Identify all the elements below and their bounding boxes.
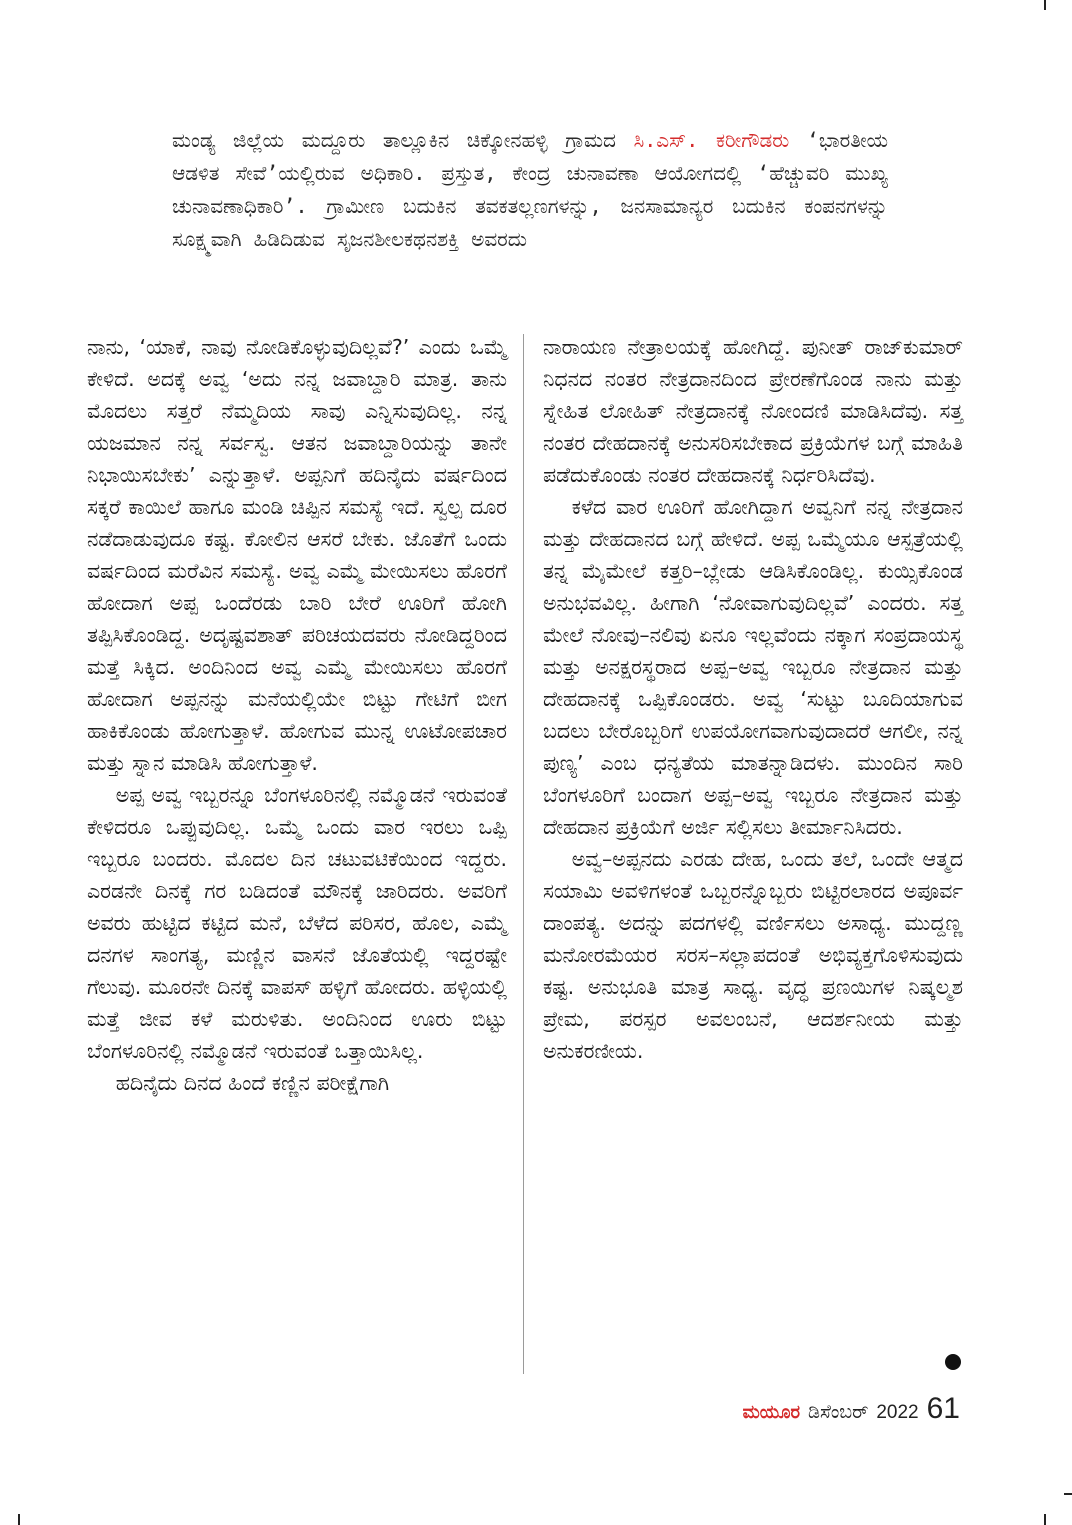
- paragraph: ಹದಿನೈದು ದಿನದ ಹಿಂದೆ ಕಣ್ಣಿನ ಪರೀಕ್ಷೆಗಾಗಿ: [115, 1071, 390, 1095]
- paragraph: ನಾನು, ‘ಯಾಕೆ, ನಾವು ನೋಡಿಕೊಳ್ಳುವುದಿಲ್ಲವೆ?’ ಎಂದು ಒಮ್ಮೆ ಕೇಳಿದೆ. ಅದಕ್ಕೆ ಅವ್ವ ‘ಅದು ನನ್ನ ಜವಾಬ್ದಾರಿ ಮಾತ್ರ. ತಾನು ಮೊದಲು ಸತ್ತರೆ ನೆಮ್ಮದಿಯ ಸಾವು ಎನ್ನಿಸುವುದಿಲ್ಲ. ನನ್ನ ಯಜಮಾನ ನನ್ನ ಸರ್ವಸ್ವ. ಆತನ ಜವಾಬ್ದಾರಿಯನ್ನು ತಾನೇ ನಿಭಾಯಿಸಬೇಕು’ ಎನ್ನುತ್ತಾಳೆ. ಅಪ್ಪನಿಗೆ ಹದಿನೈದು ವರ್ಷದಿಂದ ಸಕ್ಕರೆ ಕಾಯಿಲೆ ಹಾಗೂ ಮಂಡಿ ಚಿಪ್ಪಿನ ಸಮಸ್ಯೆ ಇದೆ. ಸ್ವಲ್ಪ ದೂರ ನಡೆದಾಡುವುದೂ ಕಷ್ಟ. ಕೋಲಿನ ಆಸರೆ ಬೇಕು. ಜೊತೆಗೆ ಒಂದು ವರ್ಷದಿಂದ ಮರೆವಿನ ಸಮಸ್ಯೆ. ಅವ್ವ ಎಮ್ಮೆ ಮೇಯಿಸಲು ಹೊರಗೆ ಹೋದಾಗ ಅಪ್ಪ ಒಂದೆರಡು ಬಾರಿ ಬೇರೆ ಊರಿಗೆ ಹೋಗಿ ತಪ್ಪಿಸಿಕೊಂಡಿದ್ದ. ಅದೃಷ್ಟವಶಾತ್ ಪರಿಚಯದವರು ನೋಡಿದ್ದರಿಂದ ಮತ್ತೆ ಸಿಕ್ಕಿದ. ಅಂದಿನಿಂದ ಅವ್ವ ಎಮ್ಮೆ ಮೇಯಿಸಲು ಹೊರಗೆ ಹೋದಾಗ ಅಪ್ಪನನ್ನು ಮನೆಯಲ್ಲಿಯೇ ಬಿಟ್ಟು ಗೇಟಿಗೆ ಬೀಗ ಹಾಕಿಕೊಂಡು ಹೋಗುತ್ತಾಳೆ. ಹೋಗುವ ಮುನ್ನ ಊಟೋಪಚಾರ ಮತ್ತು ಸ್ನಾನ ಮಾಡಿಸಿ ಹೋಗುತ್ತಾಳೆ.: [87, 335, 507, 775]
- column-divider: [523, 334, 524, 1374]
- paragraph: ಕಳೆದ ವಾರ ಊರಿಗೆ ಹೋಗಿದ್ದಾಗ ಅವ್ವನಿಗೆ ನನ್ನ ನೇತ್ರದಾನ ಮತ್ತು ದೇಹದಾನದ ಬಗ್ಗೆ ಹೇಳಿದೆ. ಅಪ್ಪ ಒಮ್ಮೆಯೂ ಆಸ್ಪತ್ರೆಯಲ್ಲಿ ತನ್ನ ಮೈಮೇಲೆ ಕತ್ತರಿ–ಬ್ಲೇಡು ಆಡಿಸಿಕೊಂಡಿಲ್ಲ. ಕುಯ್ಸಿಕೊಂಡ ಅನುಭವವಿಲ್ಲ. ಹೀಗಾಗಿ ‘ನೋವಾಗುವುದಿಲ್ಲವೆ’ ಎಂದರು. ಸತ್ತ ಮೇಲೆ ನೋವು–ನಲಿವು ಏನೂ ಇಲ್ಲವೆಂದು ನಕ್ಕಾಗ ಸಂಪ್ರದಾಯಸ್ಥ ಮತ್ತು ಅನಕ್ಷರಸ್ಥರಾದ ಅಪ್ಪ–ಅವ್ವ ಇಬ್ಬರೂ ನೇತ್ರದಾನ ಮತ್ತು ದೇಹದಾನಕ್ಕೆ ಒಪ್ಪಿಕೊಂಡರು. ಅವ್ವ ‘ಸುಟ್ಟು ಬೂದಿಯಾಗುವ ಬದಲು ಬೇರೊಬ್ಬರಿಗೆ ಉಪಯೋಗವಾಗುವುದಾದರೆ ಆಗಲೀ, ನನ್ನ ಪುಣ್ಯ’ ಎಂಬ ಧನ್ಯತೆಯ ಮಾತನ್ನಾಡಿದಳು. ಮುಂದಿನ ಸಾರಿ ಬೆಂಗಳೂರಿಗೆ ಬಂದಾಗ ಅಪ್ಪ–ಅವ್ವ ಇಬ್ಬರೂ ನೇತ್ರದಾನ ಮತ್ತು ದೇಹದಾನ ಪ್ರಕ್ರಿಯೆಗೆ ಅರ್ಜಿ ಸಲ್ಲಿಸಲು ತೀರ್ಮಾನಿಸಿದರು.: [543, 495, 963, 839]
- magazine-logo: ಮಯೂರ: [742, 1402, 801, 1422]
- issue-year: 2022: [876, 1402, 919, 1423]
- bio-rest: ‘ಭಾರತೀಯ ಆಡಳಿತ ಸೇವೆ’ಯಲ್ಲಿರುವ ಅಧಿಕಾರಿ. ಪ್ರಸ್ತುತ, ಕೇಂದ್ರ ಚುನಾವಣಾ ಆಯೋಗದಲ್ಲಿ ‘ಹೆಚ್ಚುವರಿ ಮುಖ್ಯ ಚುನಾವಣಾಧಿಕಾರಿ’. ಗ್ರಾಮೀಣ ಬದುಕಿನ ತವಕತಲ್ಲಣಗಳನ್ನು, ಜನಸಾಮಾನ್ಯರ ಬದುಕಿನ ಕಂಪನಗಳನ್ನು ಸೂಕ್ಷ್ಮವಾಗಿ ಹಿಡಿದಿಡುವ ಸೃಜನಶೀಲಕಥನಶಕ್ತಿ ಅವರದು: [172, 128, 888, 251]
- paragraph: ಅವ್ವ–ಅಪ್ಪನದು ಎರಡು ದೇಹ, ಒಂದು ತಲೆ, ಒಂದೇ ಆತ್ಮದ ಸಯಾಮಿ ಅವಳಿಗಳಂತೆ ಒಬ್ಬರನ್ನೊಬ್ಬರು ಬಿಟ್ಟಿರಲಾರದ ಅಪೂರ್ವ ದಾಂಪತ್ಯ. ಅದನ್ನು ಪದಗಳಲ್ಲಿ ವರ್ಣಿಸಲು ಅಸಾಧ್ಯ. ಮುದ್ದಣ್ಣ ಮನೋರಮೆಯರ ಸರಸ–ಸಲ್ಲಾಪದಂತೆ ಅಭಿವ್ಯಕ್ತಗೊಳಿಸುವುದು ಕಷ್ಟ. ಅನುಭೂತಿ ಮಾತ್ರ ಸಾಧ್ಯ. ವೃದ್ಧ ಪ್ರಣಯಿಗಳ ನಿಷ್ಕಲ್ಮಶ ಪ್ರೇಮ, ಪರಸ್ಪರ ಅವಲಂಬನೆ, ಆದರ್ಶನೀಯ ಮತ್ತು ಅನುಕರಣೀಯ.: [543, 847, 963, 1063]
- bio-intro: ಮಂಡ್ಯ ಜಿಲ್ಲೆಯ ಮದ್ದೂರು ತಾಲ್ಲೂಕಿನ ಚಿಕ್ಕೋನಹಳ್ಳಿ ಗ್ರಾಮದ: [172, 128, 634, 152]
- end-of-article-bullet-icon: [945, 1354, 961, 1370]
- crop-mark-bottom-left: [18, 1514, 20, 1525]
- page-footer: [743, 1392, 960, 1426]
- author-bio: [172, 124, 888, 256]
- right-column: [543, 331, 963, 1067]
- paragraph: ನಾರಾಯಣ ನೇತ್ರಾಲಯಕ್ಕೆ ಹೋಗಿದ್ದೆ. ಪುನೀತ್ ರಾಜ್‌ಕುಮಾರ್ ನಿಧನದ ನಂತರ ನೇತ್ರದಾನದಿಂದ ಪ್ರೇರಣೆಗೊಂಡ ನಾನು ಮತ್ತು ಸ್ನೇಹಿತ ಲೋಹಿತ್ ನೇತ್ರದಾನಕ್ಕೆ ನೋಂದಣಿ ಮಾಡಿಸಿದೆವು. ಸತ್ತ ನಂತರ ದೇಹದಾನಕ್ಕೆ ಅನುಸರಿಸಬೇಕಾದ ಪ್ರಕ್ರಿಯೆಗಳ ಬಗ್ಗೆ ಮಾಹಿತಿ ಪಡೆದುಕೊಂಡು ನಂತರ ದೇಹದಾನಕ್ಕೆ ನಿರ್ಧರಿಸಿದೆವು.: [543, 335, 963, 487]
- crop-mark-top-right: [1044, 0, 1046, 10]
- paragraph: ಅಪ್ಪ ಅವ್ವ ಇಬ್ಬರನ್ನೂ ಬೆಂಗಳೂರಿನಲ್ಲಿ ನಮ್ಮೊಡನೆ ಇರುವಂತೆ ಕೇಳಿದರೂ ಒಪ್ಪುವುದಿಲ್ಲ. ಒಮ್ಮೆ ಒಂದು ವಾರ ಇರಲು ಒಪ್ಪಿ ಇಬ್ಬರೂ ಬಂದರು. ಮೊದಲ ದಿನ ಚಟುವಟಿಕೆಯಿಂದ ಇದ್ದರು. ಎರಡನೇ ದಿನಕ್ಕೆ ಗರ ಬಡಿದಂತೆ ಮೌನಕ್ಕೆ ಜಾರಿದರು. ಅವರಿಗೆ ಅವರು ಹುಟ್ಟಿದ ಕಟ್ಟಿದ ಮನೆ, ಬೆಳೆದ ಪರಿಸರ, ಹೊಲ, ಎಮ್ಮೆ ದನಗಳ ಸಾಂಗತ್ಯ, ಮಣ್ಣಿನ ವಾಸನೆ ಜೊತೆಯಲ್ಲಿ ಇದ್ದರಷ್ಟೇ ಗೆಲುವು. ಮೂರನೇ ದಿನಕ್ಕೆ ವಾಪಸ್ ಹಳ್ಳಿಗೆ ಹೋದರು. ಹಳ್ಳಿಯಲ್ಲಿ ಮತ್ತೆ ಜೀವ ಕಳೆ ಮರುಳಿತು. ಅಂದಿನಿಂದ ಊರು ಬಿಟ್ಟು ಬೆಂಗಳೂರಿನಲ್ಲಿ ನಮ್ಮೊಡನೆ ಇರುವಂತೆ ಒತ್ತಾಯಿಸಿಲ್ಲ.: [87, 783, 507, 1063]
- issue-month: ಡಿಸೆಂಬರ್: [808, 1402, 869, 1423]
- crop-mark-bottom-right: [1044, 1514, 1046, 1525]
- page-number: 61: [926, 1392, 960, 1425]
- crop-mark-right-mid: [1064, 1493, 1072, 1495]
- left-column: [87, 331, 507, 1099]
- author-name: ಸಿ.ಎಸ್. ಕರೀಗೌಡರು: [633, 128, 790, 152]
